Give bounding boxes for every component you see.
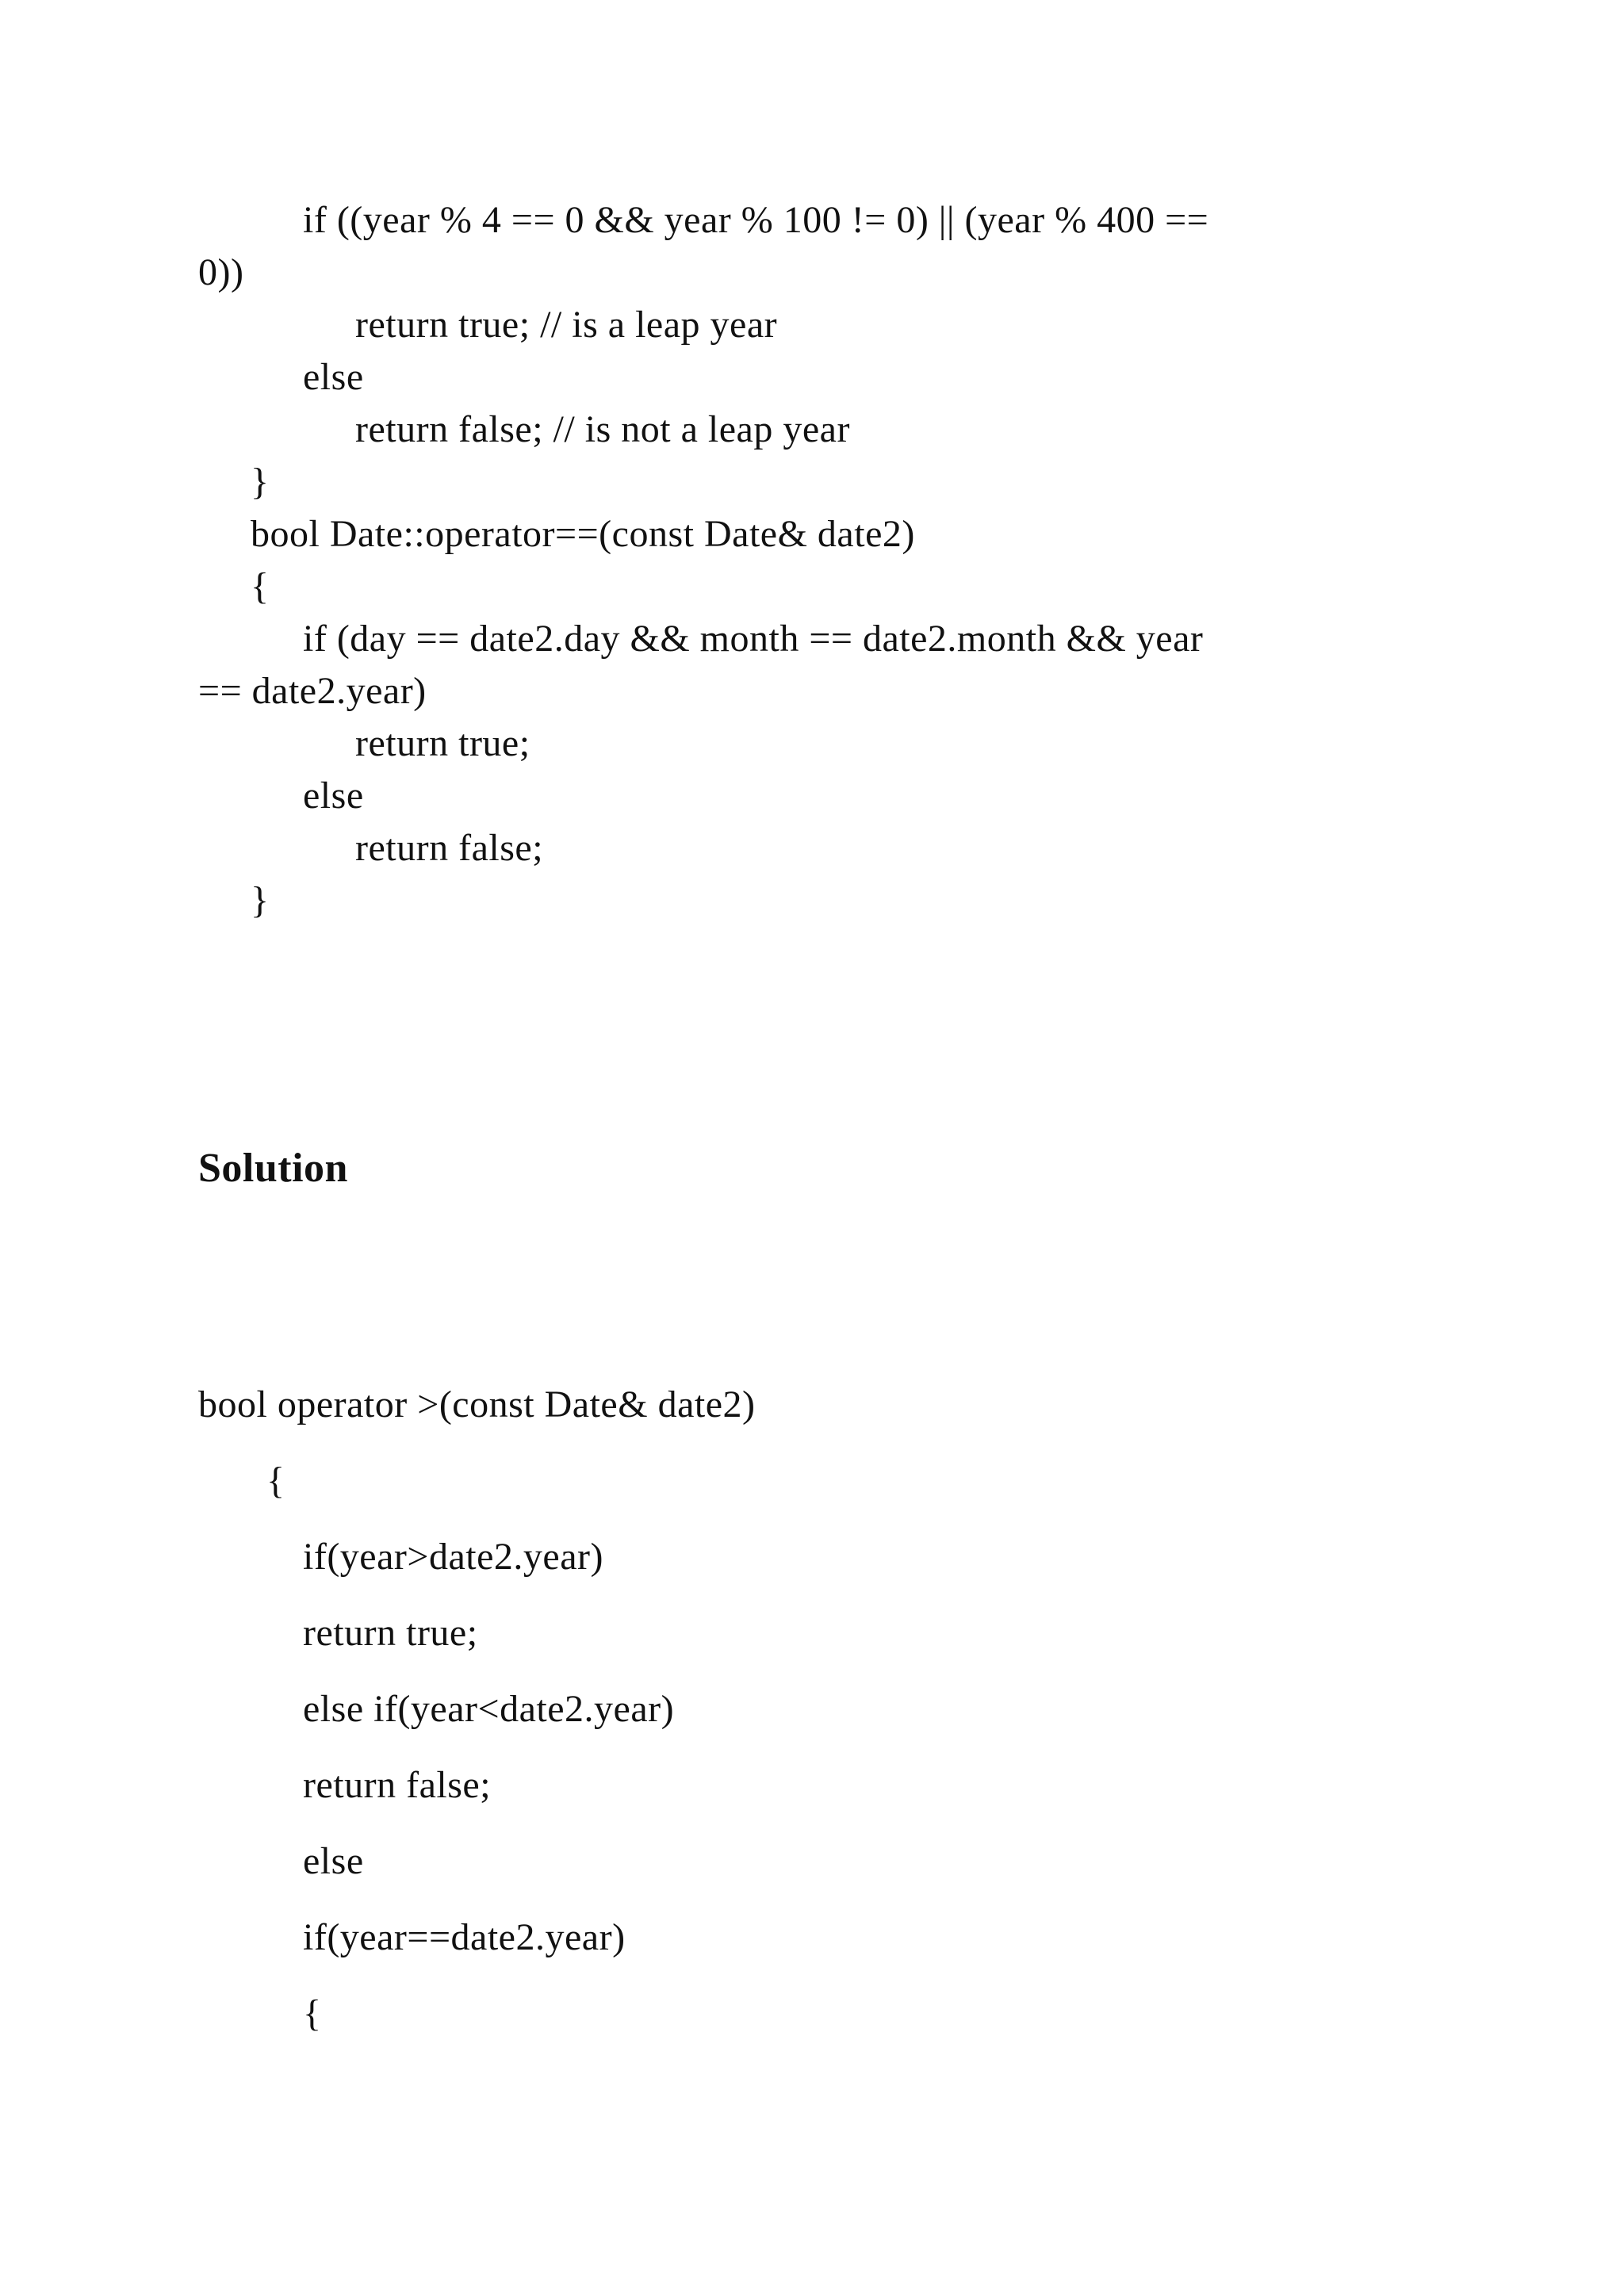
code-line: if (day == date2.day && month == date2.month && year: [303, 618, 1204, 660]
code-line: }: [251, 879, 270, 921]
code-line: return true; // is a leap year: [355, 304, 778, 346]
code-line: }: [251, 461, 270, 503]
solution-code-line: if(year>date2.year): [303, 1536, 603, 1578]
code-line: else: [303, 775, 364, 817]
solution-code-line: else if(year<date2.year): [303, 1688, 675, 1730]
code-line: return false; // is not a leap year: [355, 408, 850, 450]
solution-code-line: return true;: [303, 1612, 478, 1654]
code-line: else: [303, 356, 364, 398]
code-line: bool Date::operator==(const Date& date2): [251, 513, 915, 555]
solution-code-line: if(year==date2.year): [303, 1916, 626, 1958]
code-line: if ((year % 4 == 0 && year % 100 != 0) || (year % 400 ==: [303, 199, 1209, 241]
solution-code-line: else: [303, 1840, 364, 1882]
solution-heading: Solution: [198, 1146, 348, 1191]
code-line: return false;: [355, 827, 544, 869]
solution-code-line: {: [303, 1992, 322, 2034]
solution-code-line: {: [266, 1460, 285, 1502]
code-line: return true;: [355, 722, 530, 764]
solution-code-line: bool operator >(const Date& date2): [198, 1383, 756, 1425]
code-line: {: [251, 565, 270, 607]
code-line: == date2.year): [198, 670, 427, 712]
code-line: 0)): [198, 251, 244, 293]
solution-code-line: return false;: [303, 1764, 492, 1806]
